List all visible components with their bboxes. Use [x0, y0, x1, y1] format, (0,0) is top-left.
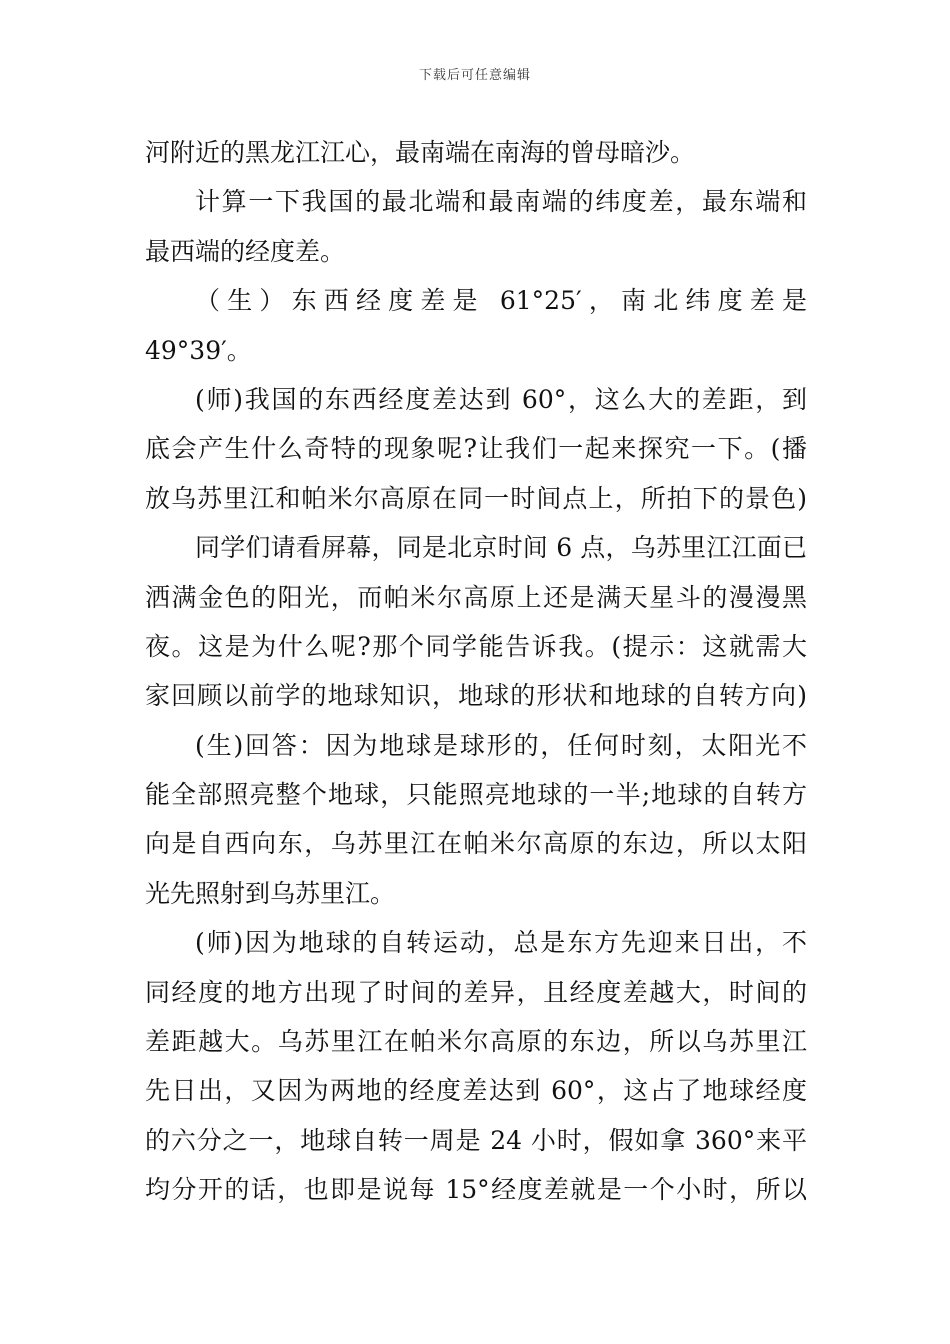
text-line: （生）东西经度差是 61°25′，南北纬度差是 [195, 286, 807, 316]
text-line: (师)我国的东西经度差达到 60°，这么大的差距，到 [195, 384, 807, 414]
text-line: 能全部照亮整个地球，只能照亮地球的一半;地球的自转方 [145, 780, 807, 810]
text-line: 光先照射到乌苏里江。 [145, 878, 396, 908]
text-line: 家回顾以前学的地球知识，地球的形状和地球的自转方向) [145, 681, 807, 711]
text-line: 向是自西向东，乌苏里江在帕米尔高原的东边，所以太阳 [145, 829, 807, 859]
text-line: 放乌苏里江和帕米尔高原在同一时间点上，所拍下的景色) [145, 483, 807, 513]
text-line: (师)因为地球的自转运动，总是东方先迎来日出，不 [195, 928, 807, 958]
text-line: 底会产生什么奇特的现象呢?让我们一起来探究一下。(播 [145, 434, 807, 464]
text-line: 的六分之一，地球自转一周是 24 小时，假如拿 360°来平 [145, 1125, 807, 1155]
text-line: (生)回答：因为地球是球形的，任何时刻，太阳光不 [195, 730, 807, 760]
document-body [145, 128, 807, 1215]
text-line: 均分开的话，也即是说每 15°经度差就是一个小时，所以 [145, 1175, 807, 1205]
text-line: 49°39′。 [145, 335, 252, 365]
text-line: 先日出，又因为两地的经度差达到 60°，这占了地球经度 [145, 1076, 807, 1106]
text-line: 夜。这是为什么呢?那个同学能告诉我。(提示：这就需大 [145, 631, 807, 661]
text-line: 计算一下我国的最北端和最南端的纬度差，最东端和 [195, 187, 807, 217]
page-header-note: 下载后可任意编辑 [418, 68, 531, 83]
text-line: 同学们请看屏幕，同是北京时间 6 点，乌苏里江江面已 [195, 533, 807, 563]
text-line: 同经度的地方出现了时间的差异，且经度差越大，时间的 [145, 977, 807, 1007]
text-line: 河附近的黑龙江江心，最南端在南海的曾母暗沙。 [145, 138, 696, 167]
text-line: 差距越大。乌苏里江在帕米尔高原的东边，所以乌苏里江 [145, 1027, 807, 1057]
text-line: 洒满金色的阳光，而帕米尔高原上还是满天星斗的漫漫黑 [145, 582, 807, 612]
text-line: 最西端的经度差。 [145, 236, 346, 266]
